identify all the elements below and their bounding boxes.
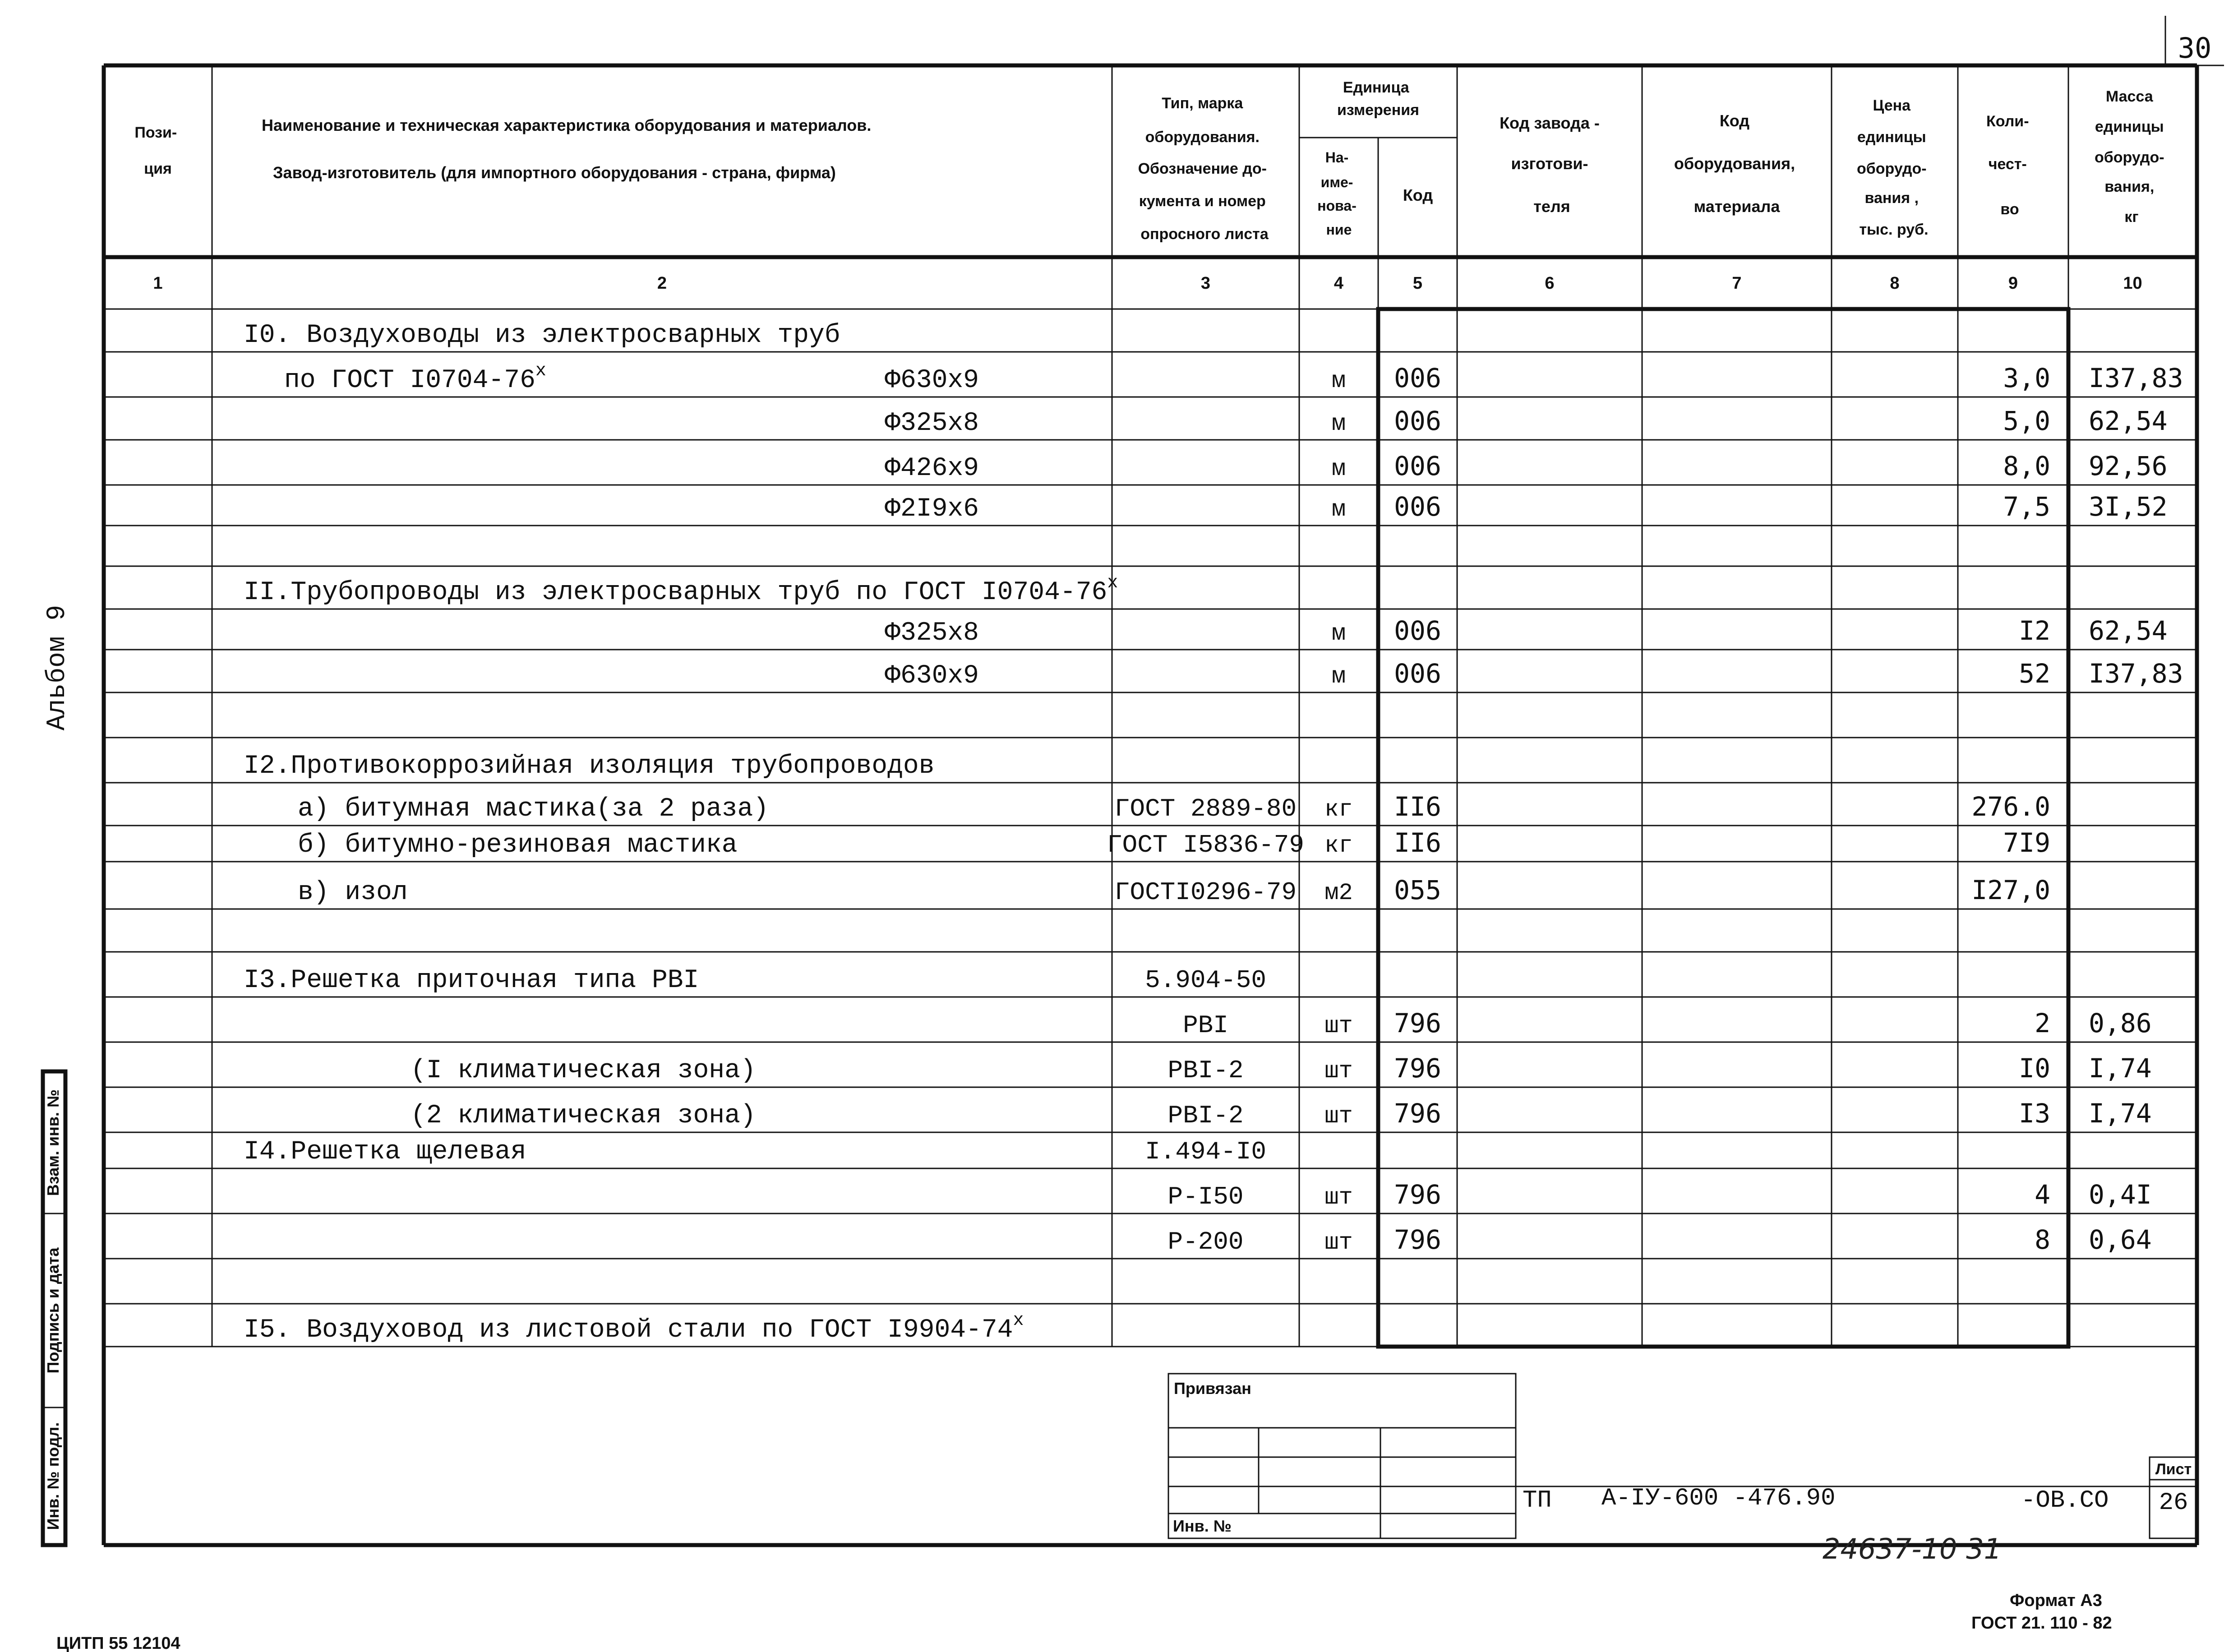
row-mass: I37,83 xyxy=(2089,658,2183,689)
page-number: 30 xyxy=(2178,32,2212,65)
row-code: 006 xyxy=(1394,406,1441,436)
column-number: 10 xyxy=(2123,274,2142,293)
row-qty: I2 xyxy=(2019,615,2050,646)
row-name: II.Трубопроводы из электросварных труб по ГОСТ I0704-76$^x$ xyxy=(244,573,1118,607)
row-code: 796 xyxy=(1394,1224,1441,1255)
row-doc: Р-200 xyxy=(1167,1227,1244,1256)
row-doc: ГОСТ I5836-79 xyxy=(1107,831,1304,859)
inv-podl-label: Инв. № подл. xyxy=(44,1422,62,1530)
row-qty: I3 xyxy=(2019,1098,2050,1129)
hdr-col5: Код xyxy=(1403,186,1433,204)
row-code: 006 xyxy=(1394,363,1441,393)
row-unit: кг xyxy=(1324,832,1353,859)
row-spec: Ф325х8 xyxy=(885,618,979,648)
row-spec: Ф325х8 xyxy=(885,409,979,438)
column-number: 4 xyxy=(1334,274,1344,293)
row-code: 796 xyxy=(1394,1008,1441,1038)
row-name: I4.Решетка щелевая xyxy=(244,1137,526,1167)
row-mass: 0,86 xyxy=(2089,1008,2152,1038)
row-name: а) битумная мастика(за 2 раза) xyxy=(298,794,769,824)
row-code: 006 xyxy=(1394,451,1441,481)
row-name: (I климатическая зона) xyxy=(411,1056,756,1085)
row-qty: 52 xyxy=(2019,658,2050,689)
row-unit: шт xyxy=(1324,1103,1353,1130)
row-doc: 5.904-50 xyxy=(1145,966,1266,995)
sheet-label: Лист xyxy=(2155,1461,2192,1478)
column-number: 1 xyxy=(153,274,163,293)
hdr-col6: Код завода - изготови- теля xyxy=(1500,114,1600,216)
row-name: I3.Решетка приточная типа РВI xyxy=(244,966,699,995)
row-unit: м xyxy=(1331,663,1346,690)
hdr-col7: Код оборудования, материала xyxy=(1674,111,1795,216)
row-code: 796 xyxy=(1394,1098,1441,1129)
citp-label: ЦИТП 55 12104 xyxy=(56,1634,180,1652)
row-doc: ГОСТI0296-79 xyxy=(1114,878,1297,907)
row-unit: шт xyxy=(1324,1229,1353,1256)
row-qty: 7I9 xyxy=(2003,827,2050,858)
sheet-number: 26 xyxy=(2159,1489,2188,1517)
row-unit: шт xyxy=(1324,1013,1353,1039)
row-mass: 92,56 xyxy=(2089,451,2168,481)
doc-prefix: ТП xyxy=(1523,1487,1552,1514)
row-spec: Ф426х9 xyxy=(885,454,979,483)
podpis-label: Подпись и дата xyxy=(44,1247,62,1374)
row-unit: м xyxy=(1331,496,1346,523)
row-name: (2 климатическая зона) xyxy=(411,1101,756,1131)
hdr-col3: Тип, марка оборудования. Обозначение до- кумента и номер опросного листа xyxy=(1138,95,1269,243)
column-number: 8 xyxy=(1890,274,1900,293)
row-unit: шт xyxy=(1324,1058,1353,1084)
hdr-col10: Масса единицы оборудо- вания, кг xyxy=(2094,88,2164,226)
row-qty: I0 xyxy=(2019,1053,2050,1084)
row-code: 006 xyxy=(1394,658,1441,689)
format-label: Формат А3 xyxy=(2010,1591,2102,1610)
hdr-col2-line1: Наименование и техническая характеристика оборудования и материалов. xyxy=(262,116,872,134)
row-qty: I27,0 xyxy=(1971,875,2050,905)
row-spec: Ф2I9х6 xyxy=(885,494,979,524)
row-mass: 62,54 xyxy=(2089,615,2168,646)
row-qty: 5,0 xyxy=(2003,406,2050,436)
inv-no-label: Инв. № xyxy=(1173,1517,1232,1535)
hdr-col2-line2: Завод-изготовитель (для импортного оборудования - страна, фирма) xyxy=(273,163,836,182)
column-number: 2 xyxy=(657,274,667,293)
column-number: 3 xyxy=(1200,274,1211,293)
row-doc: Р-I50 xyxy=(1167,1182,1244,1211)
row-unit: м2 xyxy=(1324,880,1353,906)
vzam-inv-label: Взам. инв. № xyxy=(44,1089,62,1196)
table-row xyxy=(244,752,934,781)
row-doc: РВI-2 xyxy=(1167,1101,1244,1130)
column-number: 6 xyxy=(1545,274,1555,293)
hdr-col1: Пози- ция xyxy=(134,124,177,177)
table-row xyxy=(244,573,1118,607)
row-name: I0. Воздуховоды из электросварных труб xyxy=(244,321,840,350)
row-name: б) битумно-резиновая мастика xyxy=(298,831,738,860)
row-unit: шт xyxy=(1324,1184,1353,1211)
gost-label: ГОСТ 21. 110 - 82 xyxy=(1971,1614,2112,1633)
row-mass: I,74 xyxy=(2089,1053,2152,1084)
doc-suffix: -ОВ.СО xyxy=(2021,1487,2109,1514)
row-code: 796 xyxy=(1394,1179,1441,1210)
row-spec: Ф630х9 xyxy=(885,366,979,395)
table-row xyxy=(244,321,840,350)
row-qty: 8 xyxy=(2035,1224,2050,1255)
row-code: 006 xyxy=(1394,615,1441,646)
row-code: II6 xyxy=(1394,827,1441,858)
column-number: 5 xyxy=(1412,274,1423,293)
row-unit: м xyxy=(1331,456,1346,482)
column-number: 9 xyxy=(2008,274,2018,293)
album-label: Альбом 9 xyxy=(43,605,72,731)
row-name: I5. Воздуховод из листовой стали по ГОСТ I9904-74$^x$ xyxy=(244,1311,1024,1345)
row-qty: 2 xyxy=(2035,1008,2050,1038)
row-spec: Ф630х9 xyxy=(885,661,979,691)
row-unit: кг xyxy=(1324,796,1353,823)
hdr-unit-group: Единица измерения xyxy=(1337,79,1419,119)
row-name: по ГОСТ I0704-76$^x$ xyxy=(284,361,546,395)
row-doc: РВI xyxy=(1183,1011,1228,1040)
row-name: I2.Противокоррозийная изоляция трубопроводов xyxy=(244,752,935,781)
row-code: 796 xyxy=(1394,1053,1441,1084)
handwritten-number: 24637-10 31 xyxy=(1823,1532,2002,1565)
column-number: 7 xyxy=(1732,274,1742,293)
table-row xyxy=(244,1311,1024,1345)
row-mass: 0,4I xyxy=(2089,1179,2152,1210)
row-doc: I.494-I0 xyxy=(1145,1137,1266,1166)
row-unit: м xyxy=(1331,368,1346,394)
hdr-col9: Коли- чест- во xyxy=(1986,113,2029,218)
row-code: 055 xyxy=(1394,875,1441,905)
row-mass: 62,54 xyxy=(2089,406,2168,436)
row-code: 006 xyxy=(1394,491,1441,522)
row-mass: I37,83 xyxy=(2089,363,2183,393)
row-mass: I,74 xyxy=(2089,1098,2152,1129)
row-mass: 3I,52 xyxy=(2089,491,2168,522)
row-unit: м xyxy=(1331,411,1346,437)
row-unit: м xyxy=(1331,620,1346,647)
row-doc: ГОСТ 2889-80 xyxy=(1114,794,1297,823)
row-doc: РВI-2 xyxy=(1167,1056,1244,1085)
row-qty: 7,5 xyxy=(2003,491,2050,522)
row-qty: 3,0 xyxy=(2003,363,2050,393)
doc-code: А-IУ-600 -476.90 xyxy=(1601,1485,1836,1512)
privyazan-label: Привязан xyxy=(1174,1379,1251,1398)
row-qty: 276.0 xyxy=(1971,791,2050,822)
row-mass: 0,64 xyxy=(2089,1224,2152,1255)
hdr-col8: Цена единицы оборудо- вания , тыс. руб. xyxy=(1856,97,1929,238)
row-qty: 8,0 xyxy=(2003,451,2050,481)
hdr-col4: На- име- нова- ние xyxy=(1317,149,1357,238)
row-name: в) изол xyxy=(298,878,408,907)
row-code: II6 xyxy=(1394,791,1441,822)
row-qty: 4 xyxy=(2035,1179,2050,1210)
